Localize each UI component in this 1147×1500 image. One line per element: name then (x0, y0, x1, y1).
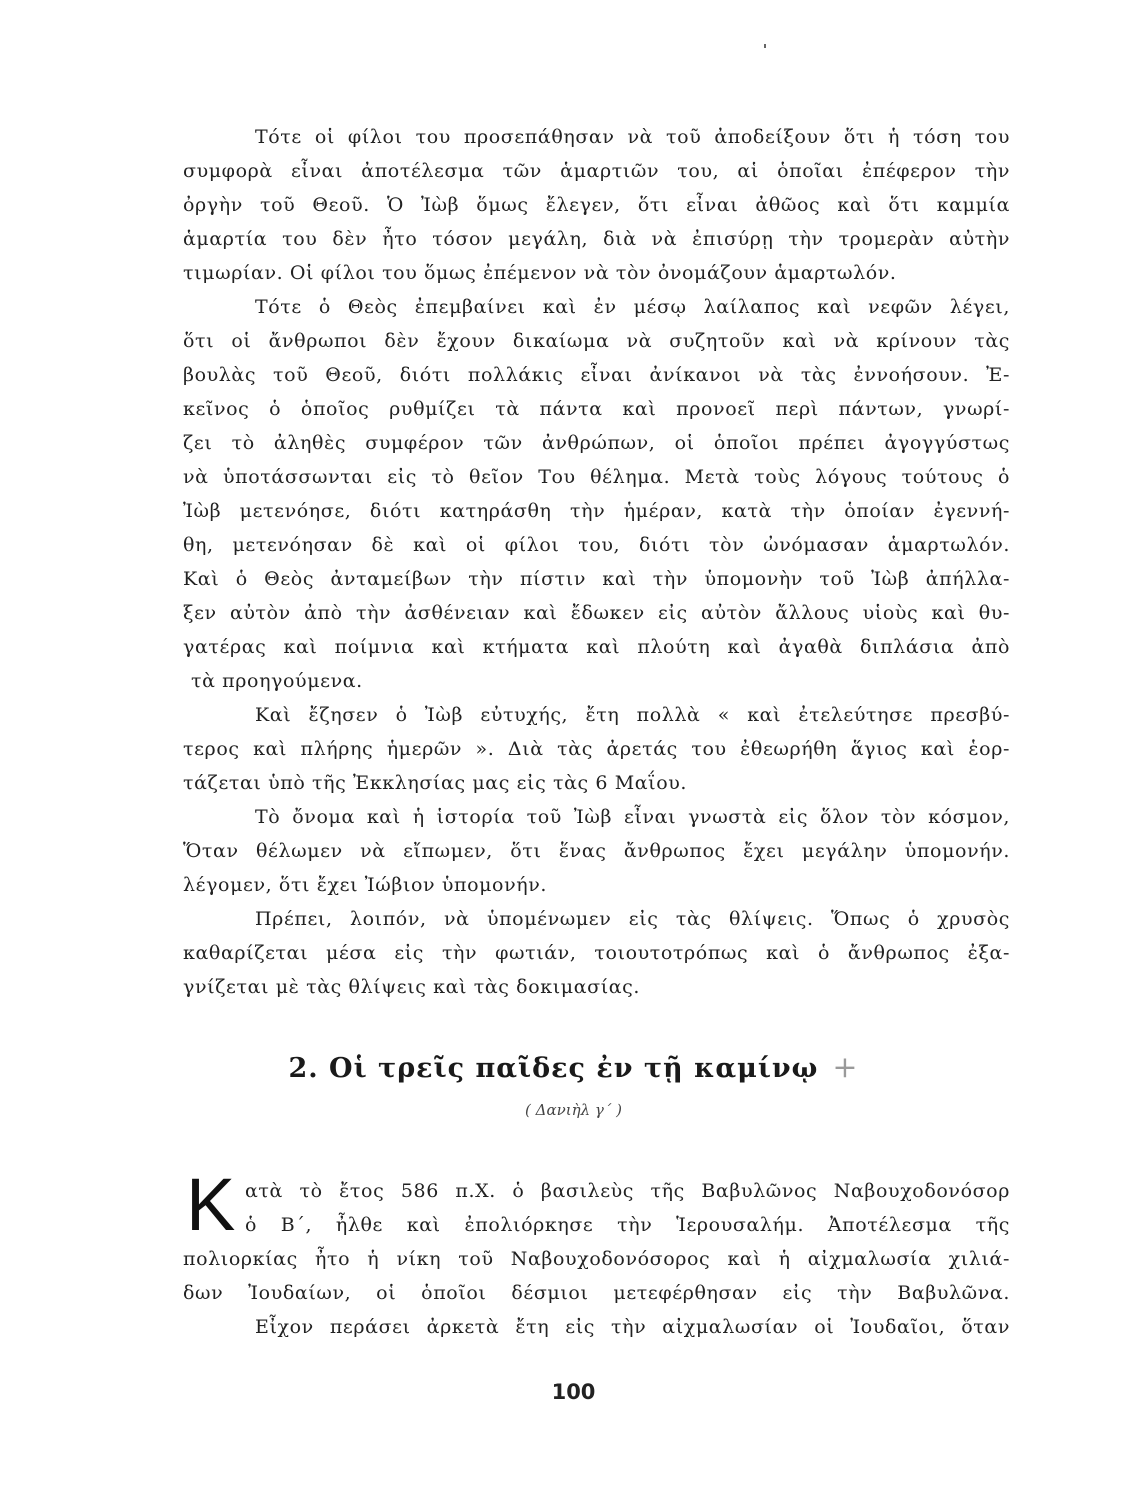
text-line: τιμωρίαν. Οἱ φίλοι του ὅμως ἐπέμενον νὰ τὸν ὀνομάζουν ἁμαρτωλόν. (183, 262, 897, 284)
text-line: ζει τὸ ἀληθὲς συμφέρον τῶν ἀνθρώπων, οἱ ὁποῖοι πρέπει ἀγογγύστως (183, 432, 1010, 454)
text-line: κεῖνος ὁ ὁποῖος ρυθμίζει τὰ πάντα καὶ προνοεῖ περὶ πάντων, γνωρί- (183, 398, 1010, 420)
text-line: πολιορκίας ἦτο ἡ νίκη τοῦ Ναβουχοδονόσορος καὶ ἡ αἰχμαλωσία χιλιά- (183, 1248, 1010, 1270)
text-line: θη, μετενόησαν δὲ καὶ οἱ φίλοι του, διότι τὸν ὠνόμασαν ἁμαρτωλόν. (183, 534, 1010, 556)
text-line: βουλὰς τοῦ Θεοῦ, διότι πολλάκις εἶναι ἀνίκανοι νὰ τὰς ἐννοήσουν. Ἐ- (183, 364, 1010, 386)
text-line: τάζεται ὑπὸ τῆς Ἐκκλησίας μας εἰς τὰς 6 Μαΐου. (183, 772, 688, 794)
scan-speck (764, 44, 766, 48)
drop-cap: Κ (186, 1163, 236, 1246)
text-line: νὰ ὑποτάσσωνται εἰς τὸ θεῖον Του θέλημα. Μετὰ τοὺς λόγους τούτους ὁ (183, 466, 1010, 488)
text-line: γνίζεται μὲ τὰς θλίψεις καὶ τὰς δοκιμασίας. (183, 976, 641, 998)
text-line: Ἰὼβ μετενόησε, διότι κατηράσθη τὴν ἡμέραν, κατὰ τὴν ὁποίαν ἐγεννή- (183, 500, 1010, 522)
text-line: ὁ Β΄, ἦλθε καὶ ἐπολιόρκησε τὴν Ἱερουσαλήμ. Ἀποτέλεσμα τῆς (245, 1214, 1010, 1236)
text-line: γατέρας καὶ ποίμνια καὶ κτήματα καὶ πλούτη καὶ ἀγαθὰ διπλάσια ἀπὸ (183, 636, 1010, 658)
text-line: τερος καὶ πλήρης ἡμερῶν ». Διὰ τὰς ἀρετάς του ἐθεωρήθη ἅγιος καὶ ἑορ- (183, 738, 1010, 760)
text-line: Εἶχον περάσει ἀρκετὰ ἔτη εἰς τὴν αἰχμαλωσίαν οἱ Ἰουδαῖοι, ὅταν (255, 1316, 1010, 1338)
text-line: Ὅταν θέλωμεν νὰ εἴπωμεν, ὅτι ἕνας ἄνθρωπος ἔχει μεγάλην ὑπομονήν. (183, 840, 1010, 862)
text-line: ατὰ τὸ ἔτος 586 π.Χ. ὁ βασιλεὺς τῆς Βαβυλῶνος Ναβουχοδονόσορ (245, 1180, 1010, 1202)
text-line: ὅτι οἱ ἄνθρωποι δὲν ἔχουν δικαίωμα νὰ συζητοῦν καὶ νὰ κρίνουν τὰς (183, 330, 1010, 352)
text-line: ὀργὴν τοῦ Θεοῦ. Ὁ Ἰὼβ ὅμως ἔλεγεν, ὅτι εἶναι ἀθῶος καὶ ὅτι καμμία (183, 194, 1010, 216)
text-line: Τὸ ὄνομα καὶ ἡ ἱστορία τοῦ Ἰὼβ εἶναι γνωστὰ εἰς ὅλον τὸν κόσμον, (255, 806, 1010, 828)
section-title (0, 1050, 1147, 1085)
page-number: 100 (551, 1380, 596, 1404)
section-subtitle: ( Δανιὴλ γ΄ ) (525, 1101, 622, 1119)
text-line: Τότε οἱ φίλοι του προσεπάθησαν νὰ τοῦ ἀποδείξουν ὅτι ἡ τόση του (255, 126, 1010, 148)
text-line: Τότε ὁ Θεὸς ἐπεμβαίνει καὶ ἐν μέσῳ λαίλαπος καὶ νεφῶν λέγει, (255, 296, 1010, 318)
text-line: ἁμαρτία του δὲν ἦτο τόσον μεγάλη, διὰ νὰ ἐπισύρῃ τὴν τρομερὰν αὐτὴν (183, 228, 1010, 250)
text-line: Καὶ ὁ Θεὸς ἀνταμείβων τὴν πίστιν καὶ τὴν ὑπομονὴν τοῦ Ἰὼβ ἀπήλλα- (183, 568, 1010, 590)
section-title-text: 2. Οἱ τρεῖς παῖδες ἐν τῇ καμίνῳ (288, 1053, 819, 1084)
text-line: ξεν αὐτὸν ἀπὸ τὴν ἀσθένειαν καὶ ἔδωκεν εἰς αὐτὸν ἄλλους υἱοὺς καὶ θυ- (183, 602, 1010, 624)
cross-mark-icon: + (832, 1050, 859, 1085)
text-line: τὰ προηγούμενα. (191, 670, 363, 692)
text-line: λέγομεν, ὅτι ἔχει Ἰώβιον ὑπομονήν. (183, 874, 548, 896)
text-line: Πρέπει, λοιπόν, νὰ ὑπομένωμεν εἰς τὰς θλίψεις. Ὅπως ὁ χρυσὸς (255, 908, 1010, 930)
text-line: δων Ἰουδαίων, οἱ ὁποῖοι δέσμιοι μετεφέρθησαν εἰς τὴν Βαβυλῶνα. (183, 1282, 1010, 1304)
text-line: συμφορὰ εἶναι ἀποτέλεσμα τῶν ἁμαρτιῶν του, αἱ ὁποῖαι ἐπέφερον τὴν (183, 160, 1010, 182)
text-line: Καὶ ἔζησεν ὁ Ἰὼβ εὐτυχής, ἔτη πολλὰ « καὶ ἐτελεύτησε πρεσβύ- (255, 704, 1010, 726)
text-line: καθαρίζεται μέσα εἰς τὴν φωτιάν, τοιουτοτρόπως καὶ ὁ ἄνθρωπος ἐξα- (183, 942, 1010, 964)
